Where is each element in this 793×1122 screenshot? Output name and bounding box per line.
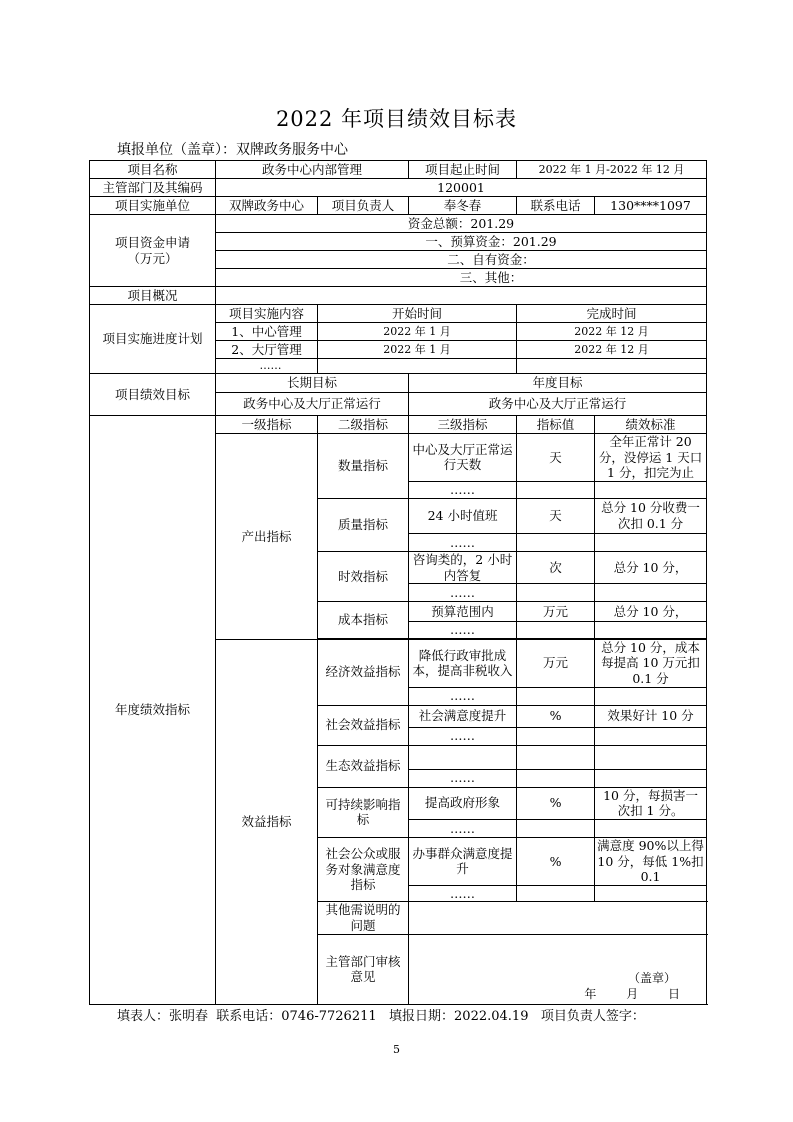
empty-cell	[595, 687, 707, 705]
empty-cell	[595, 727, 707, 745]
schedule-empty	[318, 359, 517, 374]
empty-cell	[595, 533, 707, 551]
funding-other: 三、其他：	[216, 269, 707, 287]
satisfaction-indicator-label: 社会公众或服务对象满意度指标	[318, 837, 409, 902]
indicator-header-value: 指标值	[517, 416, 595, 434]
filing-unit	[117, 139, 348, 159]
empty-cell	[517, 819, 595, 837]
ecological-indicator-value	[517, 745, 595, 769]
empty-cell	[595, 622, 707, 639]
schedule-item-end: 2022 年 12 月	[517, 341, 707, 359]
indicator-header-level3: 三级指标	[409, 416, 517, 434]
satisfaction-indicator-l3: 办事群众满意度提升	[409, 837, 517, 885]
impl-unit-label: 项目实施单位	[90, 197, 216, 215]
cost-indicator-standard: 总分 10 分，	[595, 602, 707, 622]
empty-cell	[517, 622, 595, 639]
ecological-ellipsis: ……	[409, 769, 517, 787]
social-ellipsis: ……	[409, 727, 517, 745]
quality-indicator-standard: 总分 10 分收费一次扣 0.1 分	[595, 498, 707, 533]
long-term-goal-value: 政务中心及大厅正常运行	[216, 393, 409, 416]
timeliness-indicator-value: 次	[517, 551, 595, 583]
empty-cell	[517, 769, 595, 787]
phone-label: 联系电话	[517, 197, 595, 215]
empty-cell	[517, 481, 595, 498]
empty-cell	[517, 727, 595, 745]
review-seal: （盖章）	[628, 970, 677, 985]
page-number: 5	[393, 1043, 400, 1056]
funding-budget: 一、预算资金：201.29	[216, 233, 707, 251]
sustainable-indicator-label: 可持续影响指标	[318, 787, 409, 837]
ecological-indicator-label: 生态效益指标	[318, 745, 409, 787]
project-name-label: 项目名称	[90, 161, 216, 179]
social-indicator-value: %	[517, 705, 595, 727]
impl-unit-value: 双牌政务中心	[216, 197, 318, 215]
satisfaction-ellipsis: ……	[409, 885, 517, 902]
overview-label: 项目概况	[90, 287, 216, 305]
schedule-item-start: 2022 年 1 月	[318, 323, 517, 341]
empty-cell	[595, 769, 707, 787]
schedule-item-content: 2、大厅管理	[216, 341, 318, 359]
satisfaction-indicator-value: %	[517, 837, 595, 885]
dept-code: 120001	[216, 179, 707, 197]
cost-indicator-value: 万元	[517, 602, 595, 622]
indicator-header-level2: 二级指标	[318, 416, 409, 434]
ecological-indicator-l3	[409, 745, 517, 769]
economic-indicator-l3: 降低行政审批成本，提高非税收入	[409, 639, 517, 687]
quality-indicator-label: 质量指标	[318, 498, 409, 551]
performance-table	[89, 160, 707, 1005]
social-indicator-label: 社会效益指标	[318, 705, 409, 745]
indicator-header-level1: 一级指标	[216, 416, 318, 434]
social-indicator-l3: 社会满意度提升	[409, 705, 517, 727]
review-area	[409, 934, 707, 1004]
satisfaction-indicator-standard: 满意度 90%以上得 10 分，每低 1%扣 0.1	[595, 837, 707, 885]
schedule-empty	[517, 359, 707, 374]
filing-unit-value: 双牌政务服务中心	[236, 142, 348, 158]
quantity-indicator-l3: 中心及大厅正常运行天数	[409, 434, 517, 482]
funding-total: 资金总额：201.29	[216, 215, 707, 233]
dept-label: 主管部门及其编码	[90, 179, 216, 197]
economic-ellipsis: ……	[409, 687, 517, 705]
empty-cell	[517, 687, 595, 705]
timeliness-indicator-standard: 总分 10 分，	[595, 551, 707, 583]
review-date: 年 月 日	[584, 986, 681, 1001]
funding-label-line1: 项目资金申请	[114, 234, 190, 250]
economic-indicator-standard: 总分 10 分，成本每提高 10 万元扣 0.1 分	[595, 639, 707, 687]
leader-value: 奉冬春	[409, 197, 517, 215]
empty-cell	[517, 584, 595, 602]
quality-ellipsis: ……	[409, 533, 517, 551]
footer-line: 填表人：张明春 联系电话：0746-7726211 填报日期：2022.04.19 项目负责人签字：	[117, 1009, 645, 1024]
schedule-ellipsis: ……	[216, 359, 318, 374]
leader-label: 项目负责人	[318, 197, 409, 215]
schedule-item-start: 2022 年 1 月	[318, 341, 517, 359]
period-value: 2022 年 1 月-2022 年 12 月	[517, 161, 707, 179]
annual-goal-value: 政务中心及大厅正常运行	[409, 393, 707, 416]
quantity-indicator-value: 天	[517, 434, 595, 482]
funding-own: 二、自有资金：	[216, 251, 707, 269]
sustainable-ellipsis: ……	[409, 819, 517, 837]
annual-indicators-label: 年度绩效指标	[90, 416, 216, 1005]
empty-cell	[517, 533, 595, 551]
social-indicator-standard: 效果好计 10 分	[595, 705, 707, 727]
empty-cell	[595, 819, 707, 837]
sustainable-indicator-l3: 提高政府形象	[409, 787, 517, 819]
funding-label	[90, 215, 216, 287]
cost-ellipsis: ……	[409, 622, 517, 639]
page-title: 2022 年项目绩效目标表	[275, 107, 518, 131]
empty-cell	[595, 885, 707, 902]
review-label: 主管部门审核意见	[318, 934, 409, 1004]
period-label: 项目起止时间	[409, 161, 517, 179]
schedule-header-content: 项目实施内容	[216, 305, 318, 323]
indicator-header-standard: 绩效标准	[595, 416, 707, 434]
timeliness-indicator-label: 时效指标	[318, 551, 409, 601]
funding-label-line2: （万元）	[127, 250, 178, 266]
overview-value	[216, 287, 707, 305]
quantity-ellipsis: ……	[409, 481, 517, 498]
other-issues-value	[409, 902, 707, 934]
phone-value: 130****1097	[595, 197, 707, 215]
economic-indicator-value: 万元	[517, 639, 595, 687]
empty-cell	[595, 481, 707, 498]
quantity-indicator-standard: 全年正常计 20 分，没停运 1 天口 1 分，扣完为止	[595, 434, 707, 482]
other-issues-label: 其他需说明的问题	[318, 902, 409, 934]
benefit-indicators-label: 效益指标	[216, 639, 318, 1004]
ecological-indicator-standard	[595, 745, 707, 769]
sustainable-indicator-value: %	[517, 787, 595, 819]
schedule-label: 项目实施进度计划	[90, 305, 216, 374]
quantity-indicator-label: 数量指标	[318, 434, 409, 499]
timeliness-ellipsis: ……	[409, 584, 517, 602]
economic-indicator-label: 经济效益指标	[318, 639, 409, 705]
sustainable-indicator-standard: 10 分，每损害一次扣 1 分。	[595, 787, 707, 819]
quality-indicator-l3: 24 小时值班	[409, 498, 517, 533]
empty-cell	[517, 885, 595, 902]
quality-indicator-value: 天	[517, 498, 595, 533]
project-name-value: 政务中心内部管理	[216, 161, 409, 179]
timeliness-indicator-l3: 咨询类的，2 小时内答复	[409, 551, 517, 583]
schedule-header-end: 完成时间	[517, 305, 707, 323]
schedule-header-start: 开始时间	[318, 305, 517, 323]
goals-label: 项目绩效目标	[90, 374, 216, 416]
cost-indicator-label: 成本指标	[318, 602, 409, 639]
output-indicators-label: 产出指标	[216, 434, 318, 640]
schedule-item-content: 1、中心管理	[216, 323, 318, 341]
cost-indicator-l3: 预算范围内	[409, 602, 517, 622]
filing-unit-label: 填报单位（盖章）：	[117, 142, 236, 158]
empty-cell	[595, 584, 707, 602]
annual-goal-header: 年度目标	[409, 374, 707, 393]
schedule-item-end: 2022 年 12 月	[517, 323, 707, 341]
long-term-goal-header: 长期目标	[216, 374, 409, 393]
